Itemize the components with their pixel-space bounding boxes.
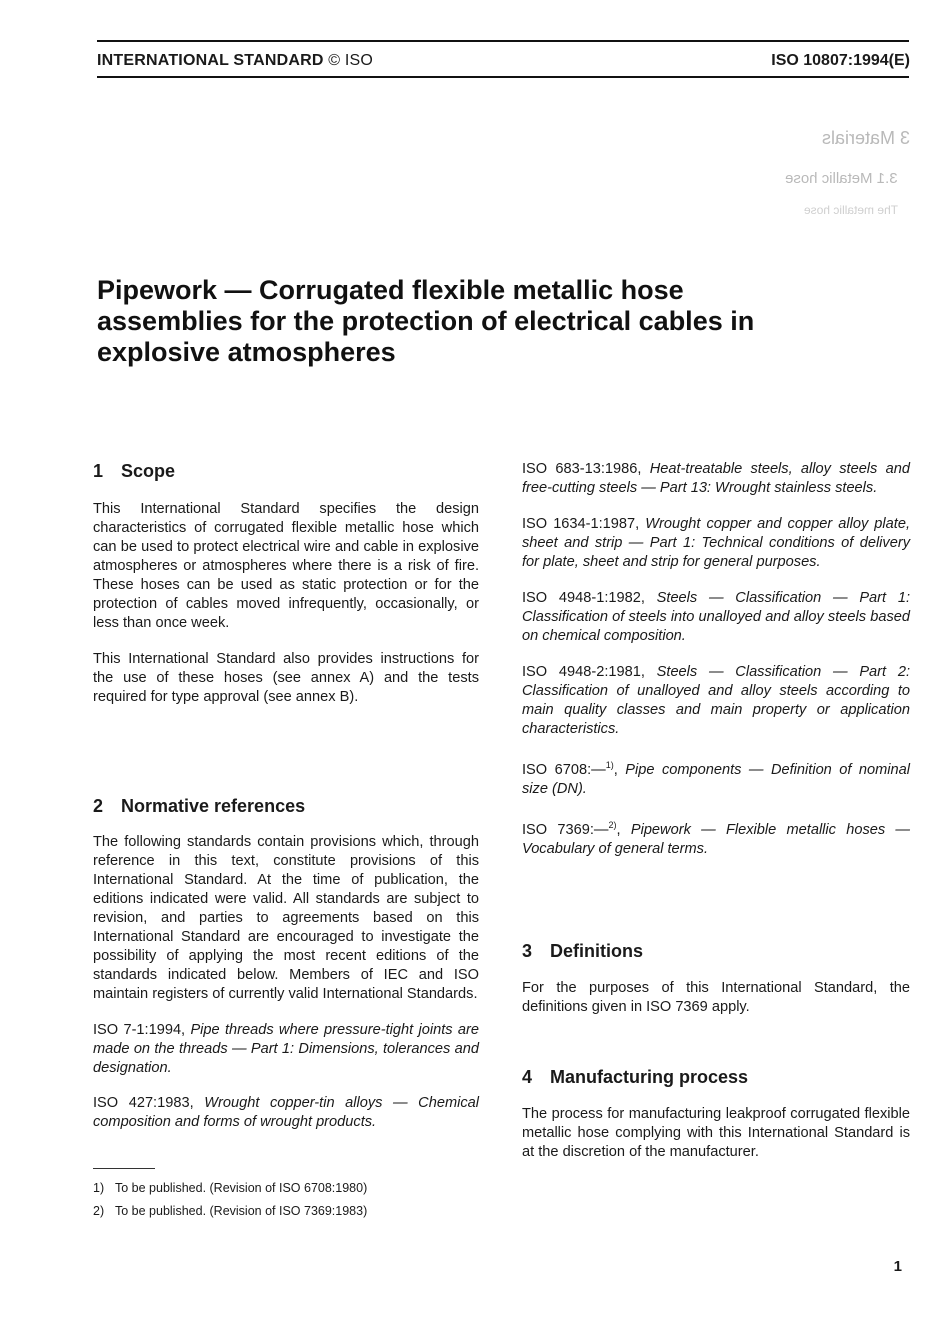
- footnote-2: 2) To be published. (Revision of ISO 7369:1983): [93, 1204, 368, 1218]
- reference-list-continued: [522, 460, 910, 859]
- manufacturing-paragraph: The process for manufacturing leakproof corrugated flexible metallic hose complying with this International Standard is at the discretion of the manufacturer.: [522, 1106, 910, 1160]
- section-manufacturing-process: [522, 1066, 910, 1162]
- reference-item: ISO 427:1983, Wrought copper-tin alloys — Chemical composition and forms of wrought products.: [93, 1095, 479, 1130]
- footnote-rule: [93, 1168, 155, 1169]
- section-heading: 3 Definitions: [522, 941, 643, 961]
- header-copyright: © ISO: [328, 52, 374, 69]
- show-through-line-1: 3 Materials: [821, 128, 910, 148]
- header-rule-bottom: [97, 76, 909, 78]
- reference-item: ISO 7369:—$^{2)}$, Pipework — Flexible metallic hoses — Vocabulary of general terms.: [522, 819, 911, 857]
- scope-paragraph-1: This International Standard specifies the design characteristics of corrugated flexible metallic hose which can be used to protect electrical wire and cable in explosive atmospheres or atmospheres where there is a risk of fire. These hoses can be used as static protection or for the protection of cables moved infrequently, occasionally, or less than once week.: [93, 501, 479, 631]
- show-through-line-3: The metallic hose: [803, 203, 898, 217]
- footnote-1: 1) To be published. (Revision of ISO 6708:1980): [93, 1181, 368, 1195]
- page-number: 1: [893, 1258, 902, 1275]
- reference-item: ISO 7-1:1994, Pipe threads where pressure-tight joints are made on the threads — Part 1: Dimensions, tolerances and designation.: [93, 1022, 479, 1076]
- section-heading: 1 Scope: [93, 461, 176, 481]
- definitions-paragraph: For the purposes of this International Standard, the definitions given in ISO 7369 apply.: [522, 980, 910, 1015]
- header-rule-top: [97, 40, 909, 42]
- section-scope: [93, 460, 479, 707]
- normative-paragraph: The following standards contain provisions which, through reference in this text, constitute provisions of this International Standard. At the time of publication, the editions indicated were valid. All standards are subject to revision, and parties to agreements based on this International Standard are encouraged to investigate the possibility of applying the most recent editions of the standards indicated below. Members of IEC and ISO maintain registers of currently valid International Standards.: [93, 834, 479, 1002]
- reference-item: ISO 6708:—$^{1)}$, Pipe components — Definition of nominal size (DN).: [522, 760, 911, 797]
- header-left: [97, 52, 373, 70]
- show-through-line-2: 3.1 Metallic hose: [785, 170, 898, 187]
- document-title: Pipework — Corrugated flexible metallic hose assemblies for the protection of electrical cables in explosive atmospheres: [97, 275, 755, 367]
- reference-item: ISO 4948-2:1981, Steels — Classification — Part 2: Classification of unalloyed and alloy steels according to main quality classes and main property or application characteristics.: [522, 664, 911, 737]
- reference-item: ISO 1634-1:1987, Wrought copper and copper alloy plate, sheet and strip — Part 1: Technical conditions of delivery for plate, sheet and strip for general purposes.: [522, 516, 910, 570]
- header-standard-label: INTERNATIONAL STANDARD: [97, 52, 324, 69]
- scope-paragraph-2: This International Standard also provides instructions for the use of these hoses (see annex A) and the tests required for type approval (see annex B).: [93, 651, 479, 705]
- header-document-id: ISO 10807:1994(E): [771, 52, 910, 69]
- section-heading: 2 Normative references: [93, 796, 306, 816]
- reference-item: ISO 683-13:1986, Heat-treatable steels, alloy steels and free-cutting steels — Part 13: Wrought stainless steels.: [522, 461, 910, 496]
- reference-item: ISO 4948-1:1982, Steels — Classification — Part 1: Classification of steels into unalloyed and alloy steels based on chemical composition.: [522, 590, 911, 644]
- section-normative-references: [93, 795, 479, 1132]
- section-heading: 4 Manufacturing process: [522, 1067, 749, 1087]
- section-definitions: [522, 940, 910, 1017]
